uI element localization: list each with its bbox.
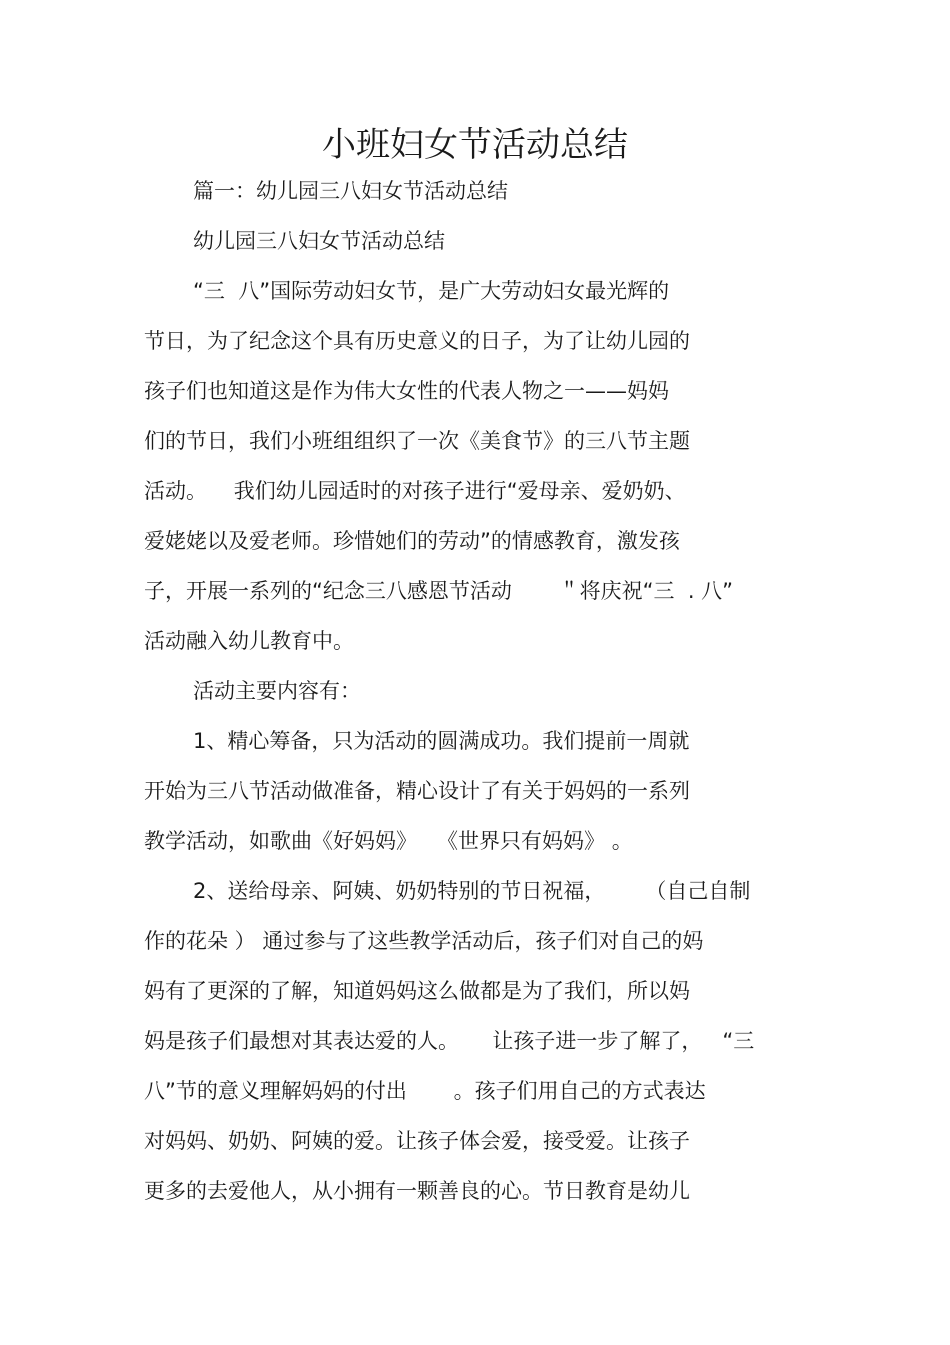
- paragraph-line: 活动。 我们幼儿园适时的对孩子进行“爱母亲、爱奶奶、: [144, 479, 686, 503]
- paragraph-line: 教学活动，如歌曲《好妈妈》 《世界只有妈妈》 。: [144, 829, 633, 853]
- section-heading: 篇一：幼儿园三八妇女节活动总结: [193, 179, 508, 203]
- list-item-line: 2、送给母亲、阿姨、奶奶特别的节日祝福， （自己自制: [193, 879, 751, 903]
- paragraph-line: 对妈妈、奶奶、阿姨的爱。让孩子体会爱，接受爱。让孩子: [144, 1129, 690, 1153]
- paragraph-line: 节日，为了纪念这个具有历史意义的日子，为了让幼儿园的: [144, 329, 690, 353]
- subheading: 幼儿园三八妇女节活动总结: [193, 229, 445, 253]
- paragraph-line: 妈是孩子们最想对其表达爱的人。 让孩子进一步了解了， “三: [144, 1029, 755, 1053]
- paragraph-line: 爱姥姥以及爱老师。珍惜她们的劳动”的情感教育，激发孩: [144, 529, 680, 553]
- paragraph-line: 子，开展一系列的“纪念三八感恩节活动 ＂将庆祝“三 . 八”: [144, 579, 734, 603]
- paragraph-line: 作的花朵 ） 通过参与了这些教学活动后，孩子们对自己的妈: [144, 929, 704, 953]
- paragraph-line: 们的节日，我们小班组组织了一次《美食节》的三八节主题: [144, 429, 690, 453]
- paragraph-line: 更多的去爱他人，从小拥有一颗善良的心。节日教育是幼儿: [144, 1179, 690, 1203]
- paragraph-line: 活动融入幼儿教育中。: [144, 629, 354, 653]
- paragraph-line: 妈有了更深的了解，知道妈妈这么做都是为了我们，所以妈: [144, 979, 690, 1003]
- list-heading: 活动主要内容有：: [193, 679, 361, 703]
- paragraph-line: 八”节的意义理解妈妈的付出 。孩子们用自己的方式表达: [144, 1079, 706, 1103]
- document-title: 小班妇女节活动总结: [322, 125, 628, 165]
- paragraph-line: 开始为三八节活动做准备，精心设计了有关于妈妈的一系列: [144, 779, 690, 803]
- paragraph-line: 孩子们也知道这是作为伟大女性的代表人物之一——妈妈: [144, 379, 669, 403]
- paragraph-line: “三 八”国际劳动妇女节，是广大劳动妇女最光辉的: [193, 279, 670, 303]
- list-item-line: 1、精心筹备，只为活动的圆满成功。我们提前一周就: [193, 729, 690, 753]
